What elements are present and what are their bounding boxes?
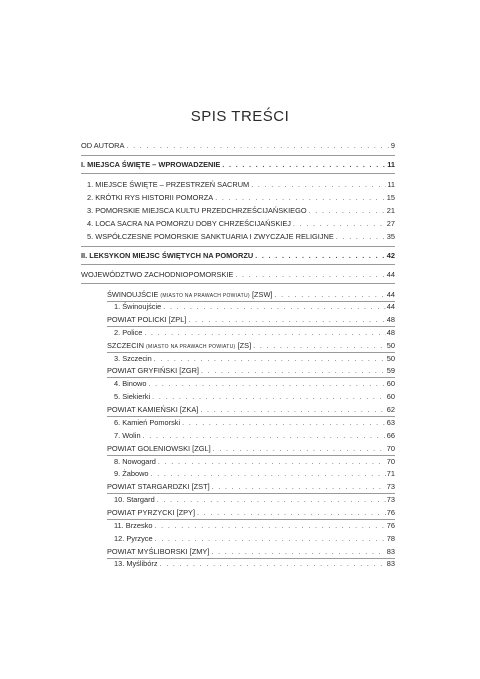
- toc-entry-page: 70: [386, 444, 395, 453]
- toc-entry-page: 44: [386, 270, 395, 279]
- leader-dots: [148, 380, 385, 390]
- toc-entry-label: 13. Myślibórz: [114, 559, 158, 568]
- leader-dots: [251, 181, 386, 191]
- toc-district-entry[interactable]: [107, 547, 395, 558]
- toc-entry-label: 5. Siekierki: [114, 392, 151, 401]
- toc-entry-label: POWIAT GOLENIOWSKI [ZGL]: [107, 444, 211, 453]
- toc-entry-page: 76: [386, 508, 395, 517]
- toc-entry-page: 76: [386, 521, 395, 530]
- leader-dots: [163, 303, 386, 313]
- toc-entry-page: 83: [386, 547, 395, 556]
- toc-place-entry[interactable]: [114, 431, 395, 442]
- divider: [107, 377, 395, 378]
- toc-entry[interactable]: [81, 141, 395, 152]
- divider: [107, 519, 395, 520]
- leader-dots: [293, 220, 386, 230]
- toc-entry-label: 5. WSPÓŁCZESNE POMORSKIE SANKTUARIA I ZWYCZAJE RELIGIJNE: [87, 232, 334, 241]
- toc-entry-label: 1. MIEJSCE ŚWIĘTE – PRZESTRZEŃ SACRUM: [87, 180, 250, 189]
- toc-entry-page: 50: [386, 354, 395, 363]
- leader-dots: [200, 406, 385, 416]
- toc-entry-page: 83: [386, 559, 395, 568]
- toc-district-entry[interactable]: [107, 366, 395, 377]
- toc-entry[interactable]: [87, 180, 395, 191]
- leader-dots: [160, 560, 386, 570]
- toc-entry-label: 9. Żabowo: [114, 469, 149, 478]
- toc-place-entry[interactable]: [114, 379, 395, 390]
- leader-dots: [222, 161, 386, 171]
- leader-dots: [154, 355, 386, 365]
- toc-entry-label: 3. POMORSKIE MIEJSCA KULTU PRZEDCHRZEŚCIJAŃSKIEGO: [87, 206, 307, 215]
- divider: [107, 455, 395, 456]
- toc-entry-page: 11: [387, 160, 395, 169]
- leader-dots: [152, 393, 386, 403]
- toc-section-entry[interactable]: [81, 270, 395, 281]
- leader-dots: [157, 496, 386, 506]
- toc-entry-page: 73: [386, 495, 395, 504]
- district-code: [ZS]: [237, 341, 252, 350]
- toc-entry-page: 66: [386, 431, 395, 440]
- leader-dots: [144, 329, 385, 339]
- leader-dots: [253, 342, 386, 352]
- toc-entry-label: WOJEWÓDZTWO ZACHODNIOPOMORSKIE: [81, 270, 234, 279]
- divider: [107, 493, 395, 494]
- district-note: (MIASTO NA PRAWACH POWIATU): [146, 344, 236, 350]
- leader-dots: [213, 445, 386, 455]
- toc-entry[interactable]: [87, 219, 395, 230]
- district-name: ŚWINOUJŚCIE: [107, 290, 159, 299]
- divider: [107, 416, 395, 417]
- leader-dots: [235, 271, 385, 281]
- leader-dots: [182, 419, 386, 429]
- toc-place-entry[interactable]: [114, 469, 395, 480]
- toc-entry-label: POWIAT POLICKI [ZPL]: [107, 315, 187, 324]
- district-note: (MIASTO NA PRAWACH POWIATU): [160, 293, 250, 299]
- toc-district-entry[interactable]: [107, 341, 395, 352]
- toc-entry-page: 48: [386, 328, 395, 337]
- divider: [81, 264, 395, 265]
- toc-entry-page: 73: [386, 482, 395, 491]
- toc-place-entry[interactable]: [114, 302, 395, 313]
- page-title: SPIS TREŚCI: [190, 108, 290, 125]
- toc-place-entry[interactable]: [114, 559, 395, 570]
- toc-entry-page: 50: [386, 341, 395, 350]
- leader-dots: [211, 548, 385, 558]
- district-name: SZCZECIN: [107, 341, 144, 350]
- toc-entry-page: 11: [387, 180, 395, 189]
- divider: [81, 283, 395, 284]
- toc-district-entry[interactable]: [107, 444, 395, 455]
- toc-entry-page: 21: [386, 206, 395, 215]
- toc-entry-label: POWIAT KAMIEŃSKI [ZKA]: [107, 405, 199, 414]
- toc-entry-page: 15: [386, 193, 395, 202]
- leader-dots: [215, 194, 386, 204]
- toc-entry-label: 12. Pyrzyce: [114, 534, 153, 543]
- toc-entry-page: 9: [390, 141, 395, 150]
- divider: [107, 301, 395, 302]
- toc-entry-page: 27: [386, 219, 395, 228]
- toc-place-entry[interactable]: [114, 328, 395, 339]
- leader-dots: [188, 316, 385, 326]
- toc-chapter-entry[interactable]: [81, 251, 395, 262]
- toc-entry-page: 62: [386, 405, 395, 414]
- toc-entry-label: 1. Świnoujście: [114, 302, 162, 311]
- toc-entry-label: [107, 290, 274, 301]
- divider: [107, 326, 395, 327]
- toc-place-entry[interactable]: [114, 457, 395, 468]
- toc-entry-page: 70: [386, 457, 395, 466]
- toc-district-entry[interactable]: [107, 315, 395, 326]
- toc-entry[interactable]: [87, 232, 395, 243]
- toc-entry-page: 60: [386, 379, 395, 388]
- leader-dots: [143, 432, 386, 442]
- toc-district-entry[interactable]: [107, 290, 395, 301]
- toc-entry-label: 2. Police: [114, 328, 143, 337]
- leader-dots: [154, 522, 385, 532]
- toc-entry-page: 60: [386, 392, 395, 401]
- toc-place-entry[interactable]: [114, 534, 395, 545]
- toc-place-entry[interactable]: [114, 495, 395, 506]
- toc-entry[interactable]: [87, 206, 395, 217]
- divider: [81, 173, 395, 174]
- toc-entry-label: POWIAT GRYFIŃSKI [ZGR]: [107, 366, 199, 375]
- toc-place-entry[interactable]: [114, 418, 395, 429]
- toc-entry-label: 3. Szczecin: [114, 354, 152, 363]
- toc-entry-label: 2. KRÓTKI RYS HISTORII POMORZA: [87, 193, 214, 202]
- divider: [107, 352, 395, 353]
- toc-entry-page: 78: [386, 534, 395, 543]
- leader-dots: [201, 367, 386, 377]
- divider: [107, 558, 395, 559]
- divider: [81, 246, 395, 247]
- toc-entry-label: POWIAT STARGARDZKI [ZST]: [107, 482, 210, 491]
- toc-entry-label: 4. LOCA SACRA NA POMORZU DOBY CHRZEŚCIJAŃSKIEJ: [87, 219, 291, 228]
- toc-entry-label: POWIAT MYŚLIBORSKI [ZMY]: [107, 547, 210, 556]
- toc-chapter-entry[interactable]: [81, 160, 395, 171]
- toc-entry-label: POWIAT PYRZYCKI [ZPY]: [107, 508, 196, 517]
- leader-dots: [158, 458, 386, 468]
- leader-dots: [151, 470, 386, 480]
- toc-entry-label: 4. Binowo: [114, 379, 147, 388]
- leader-dots: [212, 483, 386, 493]
- toc-entry-label: 8. Nowogard: [114, 457, 156, 466]
- toc-entry-label: II. LEKSYKON MIEJSC ŚWIĘTYCH NA POMORZU: [81, 251, 254, 260]
- leader-dots: [336, 233, 386, 243]
- toc-entry-page: 63: [386, 418, 395, 427]
- leader-dots: [197, 509, 386, 519]
- divider: [81, 155, 395, 156]
- toc-entry-page: 59: [386, 366, 395, 375]
- toc-entry-page: 48: [386, 315, 395, 324]
- toc-entry-label: [107, 341, 253, 352]
- toc-district-entry[interactable]: [107, 405, 395, 416]
- toc-district-entry[interactable]: [107, 508, 395, 519]
- toc-entry-page: 42: [386, 251, 395, 260]
- toc-entry-page: 44: [386, 302, 395, 311]
- toc-place-entry[interactable]: [114, 354, 395, 365]
- toc-entry-label: I. MIEJSCA ŚWIĘTE – WPROWADZENIE: [81, 160, 221, 169]
- toc-place-entry[interactable]: [114, 392, 395, 403]
- toc-entry-label: 6. Kamień Pomorski: [114, 418, 181, 427]
- toc-entry-label: 7. Wolin: [114, 431, 141, 440]
- leader-dots: [274, 291, 385, 301]
- toc-entry-label: OD AUTORA: [81, 141, 125, 150]
- toc-place-entry[interactable]: [114, 521, 395, 532]
- leader-dots: [255, 252, 386, 262]
- toc-entry-label: 10. Stargard: [114, 495, 155, 504]
- toc-entry-page: 71: [386, 469, 395, 478]
- toc-entry-page: 44: [386, 290, 395, 299]
- leader-dots: [155, 535, 386, 545]
- toc-entry-label: 11. Brzesko: [114, 521, 153, 530]
- toc-entry[interactable]: [87, 193, 395, 204]
- leader-dots: [309, 207, 386, 217]
- toc-district-entry[interactable]: [107, 482, 395, 493]
- toc-entry-page: 35: [386, 232, 395, 241]
- leader-dots: [126, 142, 389, 152]
- district-code: [ZSW]: [251, 290, 273, 299]
